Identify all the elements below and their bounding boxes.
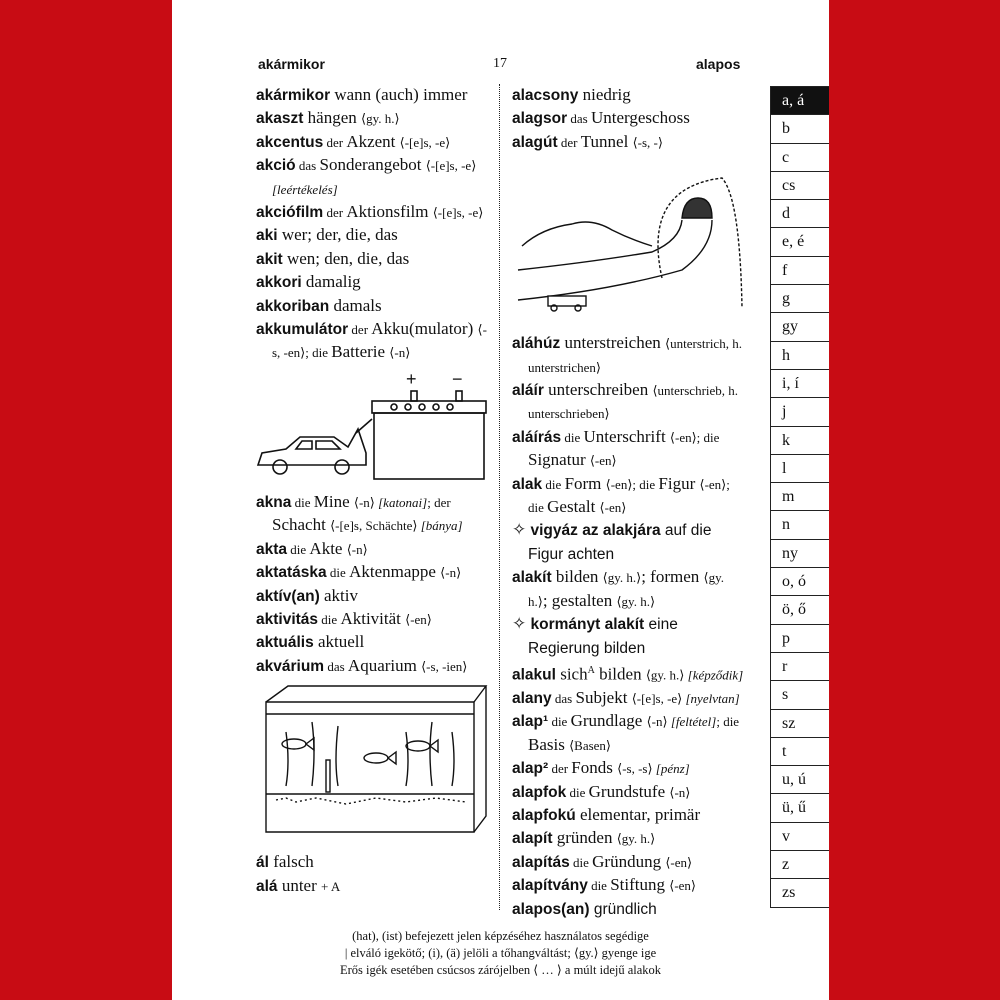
entry-headword: alany <box>512 689 552 707</box>
entry-headword: aktivitás <box>256 610 319 628</box>
entry-text: ⟨-[e]s, Schächte⟩ <box>330 518 421 534</box>
entry-text: die <box>587 878 611 894</box>
thumb-tab[interactable]: z <box>771 851 829 879</box>
entry-text: Untergeschoss <box>590 108 690 128</box>
entry-headword: alacsony <box>512 87 579 104</box>
dictionary-page <box>172 0 829 1000</box>
entry-text: der <box>548 761 572 777</box>
entry-text: [képződik] <box>687 667 744 683</box>
thumb-tab[interactable]: o, ó <box>771 568 829 596</box>
entry-text: aktuell <box>313 632 365 652</box>
thumb-tab[interactable]: e, é <box>771 228 829 256</box>
entry-text: Unterschrift <box>583 426 670 446</box>
entry-headword: aktatáska <box>256 564 327 582</box>
dictionary-entry <box>512 566 744 613</box>
dictionary-entry <box>256 631 488 654</box>
entry-text: die <box>291 494 314 510</box>
entry-text: ⟨gy. h.⟩ <box>616 593 656 609</box>
entry-text: [katonai] <box>378 494 428 510</box>
entry-headword: aktuális <box>256 634 314 652</box>
entry-text: der <box>323 205 347 221</box>
entry-text: ⟨-n⟩ <box>669 784 691 800</box>
thumb-tab[interactable]: m <box>771 483 829 511</box>
dictionary-entry <box>256 224 488 247</box>
entry-text: die <box>318 611 341 627</box>
entry-headword: alap¹ <box>512 713 549 731</box>
thumb-tab[interactable]: c <box>771 144 829 172</box>
entry-text: + A <box>321 878 341 894</box>
entry-text: ⟨gy. h.⟩ <box>528 570 725 609</box>
entry-headword: alapfokú <box>512 807 576 824</box>
thumb-tab[interactable]: g <box>771 285 829 313</box>
entry-headword: akkori <box>256 274 302 292</box>
entry-headword: alapítás <box>512 853 570 871</box>
tunnel-illustration <box>512 158 744 328</box>
thumb-tab[interactable]: ü, ű <box>771 794 829 822</box>
entry-text: ; der <box>427 494 451 510</box>
thumb-tab[interactable]: n <box>771 511 829 539</box>
entry-headword: akvárium <box>256 657 325 675</box>
entry-text: Grundlage <box>570 711 647 731</box>
entry-text: das <box>295 158 320 174</box>
entry-text: niedrig <box>578 85 631 104</box>
entry-headword: aláírás <box>512 428 562 446</box>
entry-text: ⟨-[e]s, -e⟩ <box>425 158 477 174</box>
dictionary-entry <box>512 827 744 850</box>
dictionary-entry <box>512 898 744 921</box>
entry-text: das <box>324 658 348 674</box>
idiom-marker: ✧ <box>512 520 531 540</box>
entry-text: Akzent <box>346 131 400 151</box>
dictionary-entry <box>256 875 488 898</box>
entry-text: Tunnel <box>580 131 633 151</box>
entry-headword: alá <box>256 877 278 895</box>
dictionary-entry <box>256 851 488 874</box>
entry-text: ⟨-[e]s, -e⟩ <box>432 205 484 221</box>
entry-text: wen; den, die, das <box>282 248 410 268</box>
thumb-tab[interactable]: s <box>771 681 829 709</box>
dictionary-entry <box>512 613 744 660</box>
entry-text: gründlich <box>589 900 657 918</box>
entry-text: die <box>561 429 584 445</box>
entry-text: [nyelvtan] <box>685 690 740 706</box>
entry-headword: alak <box>512 475 543 493</box>
entry-text: Form <box>564 473 606 493</box>
entry-text: Aktivität <box>340 608 406 628</box>
dictionary-entry <box>256 538 488 561</box>
dictionary-entry <box>256 201 488 224</box>
entry-text: wann (auch) immer <box>330 85 468 104</box>
dictionary-entry <box>512 660 744 687</box>
entry-headword: alagút <box>512 133 558 151</box>
entry-text: auf die Figur achten <box>528 522 712 563</box>
entry-text: das <box>551 690 576 706</box>
entry-headword: aki <box>256 227 278 245</box>
dictionary-entry <box>512 131 744 154</box>
entry-text: hängen <box>303 108 361 128</box>
dictionary-entry <box>512 874 744 897</box>
entry-text: Akte <box>309 538 347 558</box>
dictionary-entry <box>256 655 488 678</box>
dictionary-entry <box>512 107 744 130</box>
footer-line: Erős igék esetében csúcsos zárójelben ⟨ … ⟩ a múlt idejű alakok <box>339 963 662 977</box>
entry-text: ⟨-en⟩ <box>405 611 432 627</box>
entry-text: Grundstufe <box>588 781 670 801</box>
dictionary-entry <box>512 379 744 426</box>
entry-text: ⟨-[e]s, -e⟩ <box>399 134 451 150</box>
entry-headword: akciófilm <box>256 204 324 222</box>
entry-text: ⟨-s, -en⟩; die <box>272 322 487 361</box>
entry-text: ⟨-n⟩ <box>346 541 368 557</box>
entry-text: Figur <box>658 473 700 493</box>
idiom-marker: ✧ <box>512 614 531 634</box>
dictionary-entry <box>256 84 488 107</box>
battery-illustration <box>256 369 488 487</box>
footer-notes <box>172 928 829 979</box>
entry-text: ; formen <box>641 567 704 587</box>
thumb-tab[interactable]: i, í <box>771 370 829 398</box>
dictionary-entry <box>256 248 488 271</box>
dictionary-entry <box>512 687 744 710</box>
entry-text: ⟨-en⟩ <box>665 854 693 870</box>
entry-headword: alagsor <box>512 110 568 128</box>
entry-text: der <box>557 134 581 150</box>
entry-text: der <box>348 322 372 338</box>
entry-text: ⟨-en⟩; die <box>528 476 730 516</box>
entry-text: die <box>326 565 350 581</box>
entry-text: Sonderangebot <box>319 155 426 175</box>
entry-text: unterstreichen <box>560 333 666 353</box>
footer-line: (hat), (ist) befejezett jelen képzéséhez használatos segédige <box>352 929 649 943</box>
entry-headword: akaszt <box>256 110 304 128</box>
entry-headword: akkumulátor <box>256 321 349 339</box>
entry-headword: akkoriban <box>256 297 330 315</box>
entry-headword: akcentus <box>256 133 324 151</box>
page-number: 17 <box>493 56 507 71</box>
entry-text: ; die <box>716 714 740 730</box>
entry-text: unterschreiben <box>543 380 653 400</box>
dictionary-entry <box>512 710 744 757</box>
entry-text: Stiftung <box>610 875 670 895</box>
thumb-tab[interactable]: f <box>771 257 829 285</box>
entry-text: gründen <box>552 828 617 848</box>
aquarium-illustration <box>256 682 488 847</box>
entry-headword: alapít <box>512 830 553 848</box>
entry-headword: alapfok <box>512 783 567 801</box>
dictionary-entry <box>256 271 488 294</box>
entry-text: das <box>567 111 591 127</box>
dictionary-entry <box>512 332 744 379</box>
dictionary-entry <box>256 491 488 538</box>
entry-text: Schacht <box>272 515 331 535</box>
entry-headword: akta <box>256 540 288 558</box>
entry-headword: ál <box>256 854 269 872</box>
thumb-tab[interactable]: ö, ő <box>771 596 829 624</box>
thumb-tab[interactable]: ny <box>771 540 829 568</box>
right-column <box>512 84 744 921</box>
dictionary-entry <box>256 295 488 318</box>
entry-text: eine Regierung bilden <box>528 616 678 657</box>
entry-text: ⟨-n⟩ <box>353 494 379 510</box>
entry-text: damals <box>329 295 382 315</box>
entry-text: Fonds <box>571 758 618 778</box>
entry-text: falsch <box>268 852 314 872</box>
left-column <box>256 84 488 898</box>
dictionary-entry <box>256 608 488 631</box>
plus-sign: + <box>406 368 417 389</box>
dictionary-entry <box>512 757 744 780</box>
thumb-tab[interactable]: p <box>771 625 829 653</box>
entry-text: [bánya] <box>420 518 463 534</box>
entry-text: Subjekt <box>575 687 632 707</box>
thumb-tab[interactable]: gy <box>771 313 829 341</box>
entry-text: ⟨-en⟩ <box>589 453 617 469</box>
entry-text: die <box>566 784 589 800</box>
thumb-tab[interactable]: d <box>771 200 829 228</box>
dictionary-entry <box>512 84 744 107</box>
entry-headword: aláír <box>512 382 544 400</box>
entry-text: Gründung <box>592 851 666 871</box>
entry-text: die <box>569 854 593 870</box>
entry-headword: kormányt alakít <box>530 616 645 634</box>
entry-text: Aktenmappe <box>349 562 441 582</box>
entry-text: ⟨-en⟩; die <box>669 429 720 445</box>
entry-text: aktiv <box>319 585 358 605</box>
minus-sign: − <box>452 368 463 389</box>
thumb-tab[interactable]: a, á <box>771 87 829 115</box>
entry-text: sich <box>555 664 588 684</box>
entry-text: ⟨-s, -s⟩ <box>617 761 656 777</box>
dictionary-entry <box>512 851 744 874</box>
entry-text: die <box>548 714 571 730</box>
thumb-tab[interactable]: k <box>771 427 829 455</box>
footer-line: | elváló igekötő; (i), (ä) jelöli a tőhangváltást; ⟨gy.⟩ gyenge ige <box>344 946 657 960</box>
entry-text: ⟨-n⟩ <box>389 345 411 361</box>
entry-text: ⟨Basen⟩ <box>569 737 612 753</box>
entry-headword: vigyáz az alakjára <box>530 522 661 540</box>
entry-text: ⟨unterstrich, h. unterstrichen⟩ <box>528 336 742 375</box>
entry-text: ⟨gy. h.⟩ <box>602 570 642 586</box>
entry-headword: alapos(an) <box>512 900 590 918</box>
entry-text: damalig <box>301 272 361 292</box>
entry-text: ⟨-en⟩ <box>669 878 696 894</box>
dictionary-entry <box>256 585 488 608</box>
dictionary-entry <box>256 561 488 584</box>
thumb-tab[interactable]: b <box>771 115 829 143</box>
thumb-tab[interactable]: t <box>771 738 829 766</box>
entry-text: Aktionsfilm <box>346 202 433 222</box>
entry-text: elementar, primär <box>575 805 701 824</box>
entry-headword: aktív(an) <box>256 587 320 605</box>
entry-text: Batterie <box>331 342 390 362</box>
entry-text: bilden <box>594 664 646 684</box>
dictionary-entry <box>512 781 744 804</box>
thumb-tab[interactable]: u, ú <box>771 766 829 794</box>
entry-text: ⟨gy. h.⟩ <box>645 667 688 683</box>
dictionary-entry <box>512 519 744 566</box>
entry-headword: akit <box>256 250 283 268</box>
entry-text: ⟨-en⟩ <box>599 500 627 516</box>
entry-headword: akármikor <box>256 87 331 104</box>
entry-text: ⟨unterschrieb, h. unterschrieben⟩ <box>528 383 739 422</box>
entry-text: ⟨gy. h.⟩ <box>361 111 400 127</box>
entry-text: [feltétel] <box>670 714 717 730</box>
entry-text: ; gestalten <box>542 590 617 610</box>
thumb-tab[interactable]: sz <box>771 710 829 738</box>
thumb-tab[interactable]: zs <box>782 884 796 902</box>
entry-headword: akció <box>256 157 296 175</box>
entry-headword: akna <box>256 493 292 511</box>
entry-text: Mine <box>313 491 354 511</box>
thumb-tab[interactable]: v <box>771 823 829 851</box>
thumb-tab[interactable]: j <box>771 398 829 426</box>
header-first-word: akármikor <box>258 56 325 72</box>
thumb-tab[interactable]: h <box>771 342 829 370</box>
entry-text: [pénz] <box>655 761 690 777</box>
entry-text: ⟨-s, -ien⟩ <box>421 658 468 674</box>
entry-text: Gestalt <box>547 497 600 517</box>
entry-text: ⟨-n⟩ <box>646 714 671 730</box>
dictionary-entry <box>512 426 744 473</box>
entry-text: Akku(mulator) <box>371 319 478 339</box>
thumb-tab[interactable]: cs <box>771 172 829 200</box>
entry-text: A <box>587 664 595 676</box>
entry-headword: alapítvány <box>512 877 588 895</box>
entry-text: der <box>323 134 347 150</box>
entry-headword: alap² <box>512 760 549 778</box>
entry-text: ⟨-s, -⟩ <box>632 134 663 150</box>
entry-text: die <box>542 476 565 492</box>
entry-headword: alakít <box>512 569 552 587</box>
entry-text: bilden <box>551 567 603 587</box>
entry-text: ⟨gy. h.⟩ <box>616 831 656 847</box>
dictionary-entry <box>512 473 744 520</box>
entry-text: unter <box>277 875 321 895</box>
dictionary-entry <box>256 131 488 154</box>
thumb-tab[interactable]: r <box>771 653 829 681</box>
entry-text: ⟨-en⟩; die <box>605 476 659 492</box>
thumb-index <box>770 86 829 908</box>
dictionary-entry <box>256 318 488 365</box>
entry-headword: aláhúz <box>512 335 561 353</box>
header-last-word: alapos <box>696 56 741 72</box>
entry-text: wer; der, die, das <box>277 225 398 245</box>
entry-text: Basis <box>528 734 570 754</box>
entry-text: ⟨-n⟩ <box>440 565 462 581</box>
dictionary-entry <box>256 107 488 130</box>
entry-text: ⟨-[e]s, -e⟩ <box>631 690 686 706</box>
entry-text: Aquarium <box>347 655 422 675</box>
entry-headword: alakul <box>512 666 556 684</box>
thumb-tab[interactable]: l <box>771 455 829 483</box>
column-divider <box>499 84 500 910</box>
entry-text: [leértékelés] <box>272 181 338 197</box>
entry-text: die <box>287 541 310 557</box>
entry-text: Signatur <box>528 450 590 470</box>
dictionary-entry <box>256 154 488 201</box>
dictionary-entry <box>512 804 744 827</box>
